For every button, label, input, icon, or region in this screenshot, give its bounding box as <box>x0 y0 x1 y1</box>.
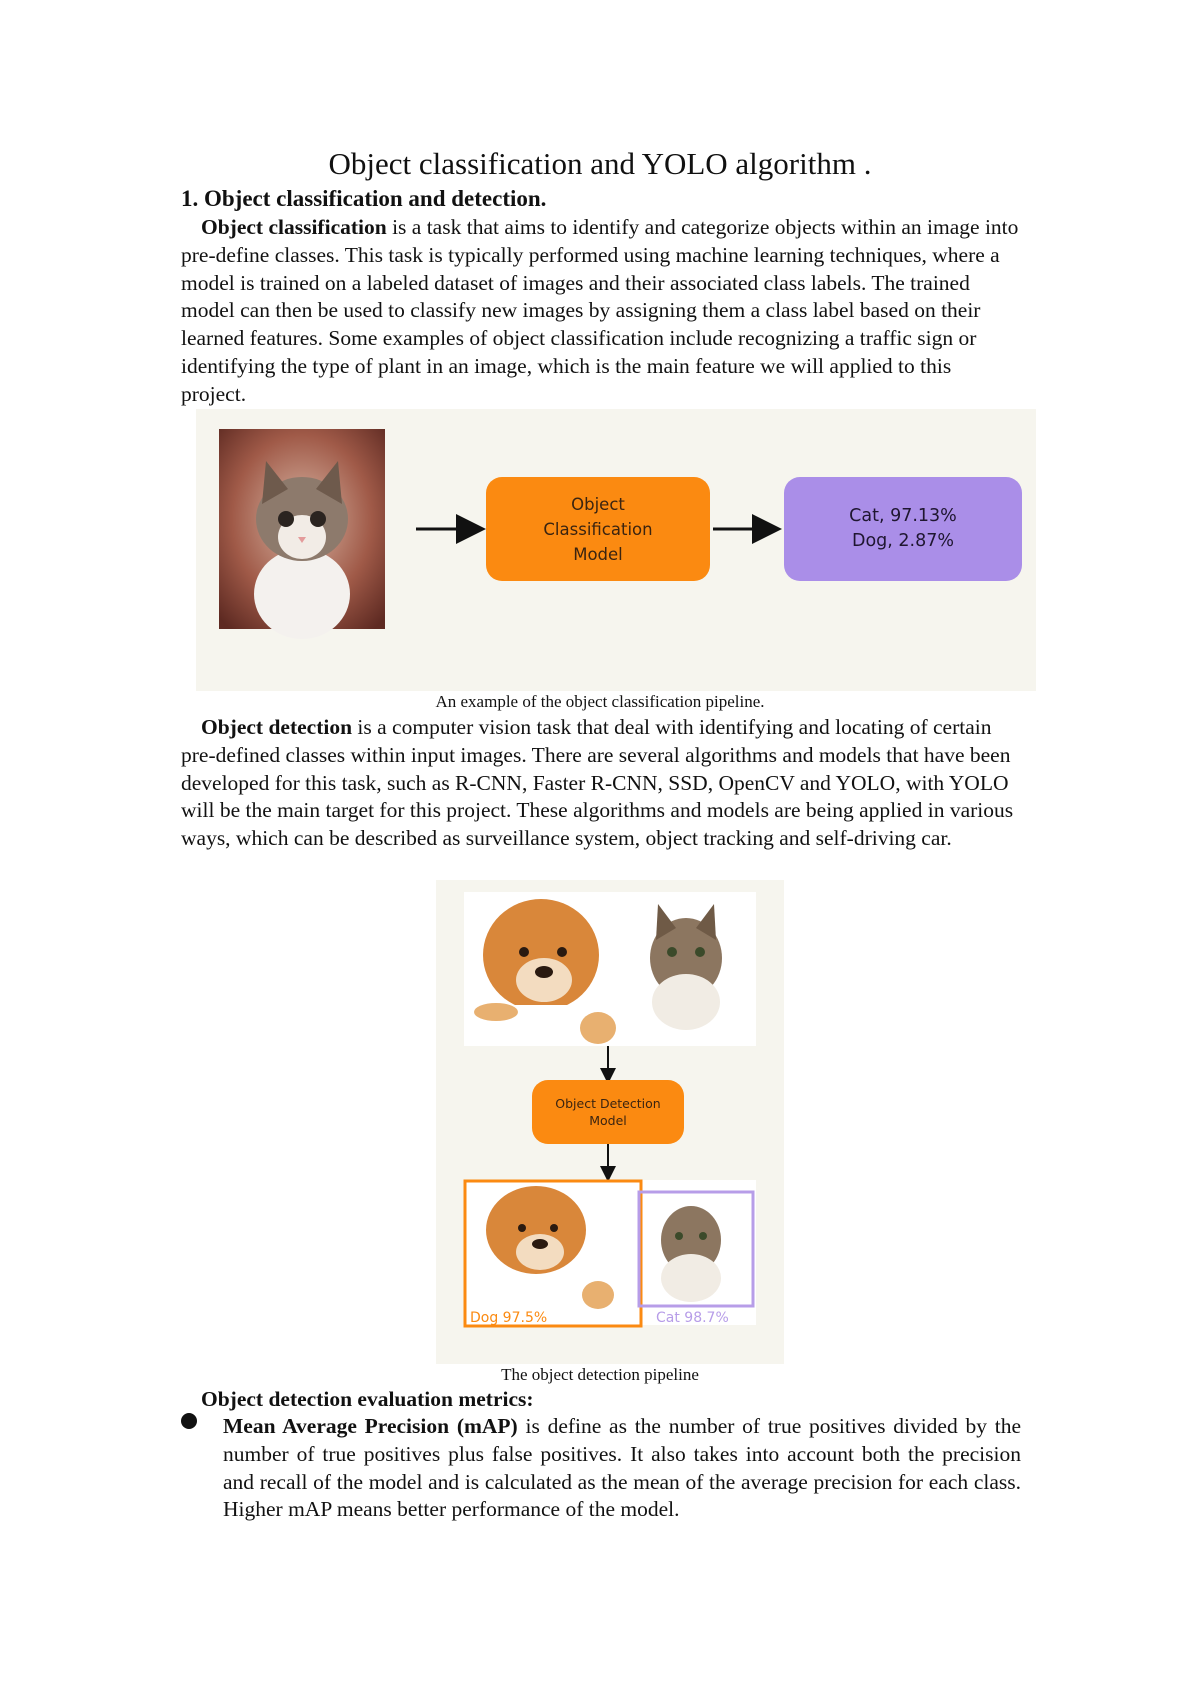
detection-figure <box>436 880 784 1364</box>
classification-result-dog: Dog, 2.87% <box>851 531 954 551</box>
figure2-caption: The object detection pipeline <box>501 1365 699 1384</box>
classification-model-label-2: Classification <box>543 519 653 539</box>
classification-result-cat: Cat, 97.13% <box>849 506 957 526</box>
metric-term: Mean Average Precision (mAP) <box>223 1414 518 1438</box>
dog-detection-label: Dog 97.5% <box>470 1310 548 1326</box>
classification-figure <box>196 409 1036 691</box>
classification-model-box <box>486 477 710 581</box>
detection-model-label-2: Model <box>589 1113 627 1128</box>
classification-model-label-1: Object <box>571 494 625 514</box>
detection-model-box <box>532 1080 684 1144</box>
classification-model-label-3: Model <box>573 544 623 564</box>
figure1-caption: An example of the object classification pipeline. <box>435 692 765 711</box>
classification-paragraph <box>181 214 1021 409</box>
metric-item-map <box>223 1413 1021 1524</box>
metric-text: is define as the number of true positives divided by the number of true positives plus false positives. It also takes into account both the precision and recall of the model and is calculated as the mean of the average precision for each class. Higher mAP means better performance of the model. <box>223 1414 1021 1522</box>
page-title: Object classification and YOLO algorithm . <box>328 146 872 181</box>
input-photo <box>464 892 756 1046</box>
kitten-photo <box>219 429 385 639</box>
classification-result-box <box>784 477 1022 581</box>
classification-term: Object classification <box>201 215 387 239</box>
metrics-heading: Object detection evaluation metrics: <box>201 1387 534 1411</box>
detection-model-label-1: Object Detection <box>555 1096 661 1111</box>
output-photo <box>464 1180 756 1325</box>
detection-paragraph <box>181 714 1021 853</box>
detection-term: Object detection <box>201 715 353 739</box>
bullet-icon <box>181 1413 197 1429</box>
section-heading: 1. Object classification and detection. <box>181 186 547 211</box>
detection-text: is a computer vision task that deal with identifying and locating of certain pre-defined classes within input images. There are several algorithms and models that have been developed for this task, such as R-CNN, Faster R-CNN, SSD, OpenCV and YOLO, with YOLO will be the main target for this project. These algorithms and models are being applied in various ways, which can be described as surveillance system, object tracking and self-driving car. <box>181 715 1014 851</box>
classification-text: is a task that aims to identify and categorize objects within an image into pre-define classes. This task is typically performed using machine learning techniques, where a model is trained on a labeled dataset of images and their associated class labels. The trained model can then be used to classify new images by assigning them a class label based on their learned features. Some examples of object classification include recognizing a traffic sign or identifying the type of plant in an image, which is the main feature we will applied to this project. <box>181 215 1019 406</box>
cat-detection-label: Cat 98.7% <box>656 1310 729 1326</box>
